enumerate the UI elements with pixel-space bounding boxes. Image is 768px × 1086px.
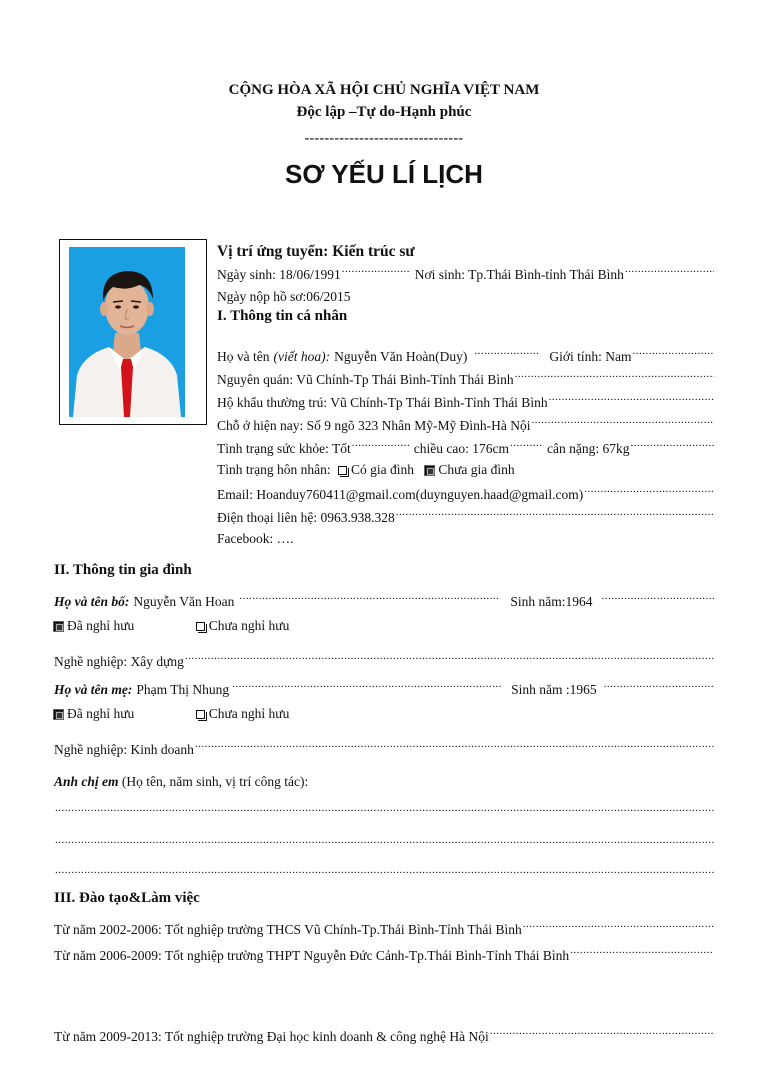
mother-job-line: [54, 740, 714, 758]
name-line: [217, 347, 714, 365]
father-retired-label: Đã nghỉ hưu: [67, 618, 135, 633]
section-education-title: III. Đào tạo&Làm việc: [54, 890, 200, 906]
siblings-blank-line: [54, 804, 714, 818]
mother-retirement: [54, 706, 289, 722]
single-checkbox[interactable]: [425, 466, 434, 475]
email-line: [217, 485, 714, 503]
father-retirement: [54, 618, 289, 634]
siblings-label: Anh chị em: [54, 774, 119, 789]
father-not-retired-checkbox[interactable]: [196, 622, 205, 631]
father-job: Nghề nghiệp: Xây dựng: [54, 653, 184, 669]
weight: cân nặng: 67kg: [547, 440, 630, 456]
mother-label: Họ và tên mẹ:: [54, 681, 133, 697]
father-name: Nguyễn Văn Hoan: [133, 593, 235, 609]
education-item: Từ năm 2006-2009: Tốt nghiệp trường THPT Nguyễn Đức Cảnh-Tp.Thái Bình-Tỉnh Thái Bình .....: [54, 946, 714, 964]
married-checkbox[interactable]: [338, 466, 347, 475]
phone: Điện thoại liên hệ: 0963.938.328: [217, 509, 395, 525]
document-title: SƠ YẾU LÍ LỊCH: [285, 159, 483, 189]
household: Hộ khẩu thường trú: Vũ Chính-Tp Thái Bình-Tỉnh Thái Bình: [217, 394, 548, 410]
residence: Chỗ ở hiện nay: Số 9 ngõ 323 Nhân Mỹ-Mỹ Đình-Hà Nội: [217, 417, 531, 433]
name-label: Họ và tên: [217, 348, 270, 364]
mother-retired-label: Đã nghỉ hưu: [67, 706, 135, 721]
education-item: Từ năm 2009-2013: Tốt nghiệp trường Đại học kinh doanh & công nghệ Hà Nội .....: [54, 1027, 714, 1045]
hometown-line: [217, 370, 714, 388]
portrait-photo-frame: [59, 239, 207, 425]
email: Email: Hoanduy760411@gmail.com(duynguyen.haad@gmail.com): [217, 486, 584, 502]
health-line: [217, 439, 714, 457]
siblings-blank-line: [54, 836, 714, 850]
submit-date: Ngày nộp hồ sơ:06/2015: [217, 289, 351, 304]
father-job-line: [54, 652, 714, 670]
motto: Độc lập –Tự do-Hạnh phúc: [296, 104, 472, 120]
section-personal-title: I. Thông tin cá nhân: [217, 308, 348, 324]
header-separator: --------------------------------: [304, 131, 464, 146]
mother-not-retired-checkbox[interactable]: [196, 710, 205, 719]
hometown: Nguyên quán: Vũ Chính-Tp Thái Bình-Tỉnh Thái Bình: [217, 371, 514, 387]
country-heading: CỘNG HÒA XÃ HỘI CHỦ NGHĨA VIỆT NAM: [228, 82, 540, 98]
mother-birth: Sinh năm :1965: [511, 681, 597, 697]
mother-retired-checkbox[interactable]: [54, 710, 63, 719]
birth-place: Nơi sinh: Tp.Thái Bình-tỉnh Thái Bình: [414, 266, 624, 282]
portrait-photo: [69, 247, 185, 417]
married-label: Có gia đình: [350, 462, 414, 477]
residence-line: [217, 416, 714, 434]
father-retired-checkbox[interactable]: [54, 622, 63, 631]
height: chiều cao: 176cm: [413, 440, 510, 456]
gender: Giới tính: Nam: [549, 348, 632, 364]
facebook: Facebook: ….: [217, 531, 294, 546]
siblings-line: [54, 774, 308, 790]
mother-line: [54, 680, 714, 698]
mother-name: Phạm Thị Nhung: [136, 681, 230, 697]
marital-line: [217, 462, 515, 478]
position-applied: [217, 243, 415, 261]
mother-job: Nghề nghiệp: Kinh doanh: [54, 741, 194, 757]
education-item: Từ năm 2002-2006: Tốt nghiệp trường THCS Vũ Chính-Tp.Thái Bình-Tỉnh Thái Bình .....: [54, 920, 714, 938]
birth-line: [217, 265, 714, 283]
siblings-blank-line: [54, 866, 714, 880]
section-family-title: II. Thông tin gia đình: [54, 562, 192, 578]
phone-line: [217, 508, 714, 526]
health: Tình trạng sức khỏe: Tốt: [217, 440, 351, 456]
father-label: Họ và tên bố:: [54, 593, 130, 609]
marital-label: Tình trạng hôn nhân:: [217, 462, 331, 477]
single-label: Chưa gia đình: [438, 462, 515, 477]
birth-date: Ngày sinh: 18/06/1991: [217, 266, 341, 282]
position-label: Vị trí ứng tuyển:: [217, 243, 329, 260]
siblings-hint: (Họ tên, năm sinh, vị trí công tác):: [121, 774, 309, 789]
mother-not-retired-label: Chưa nghỉ hưu: [208, 706, 290, 721]
name-value: Nguyễn Văn Hoàn(Duy): [334, 348, 468, 364]
position-value: Kiến trúc sư: [332, 243, 415, 260]
father-birth: Sinh năm:1964: [510, 593, 593, 609]
household-line: [217, 393, 714, 411]
father-not-retired-label: Chưa nghỉ hưu: [208, 618, 290, 633]
father-line: [54, 592, 714, 610]
name-hint: (viết hoa):: [273, 348, 331, 364]
